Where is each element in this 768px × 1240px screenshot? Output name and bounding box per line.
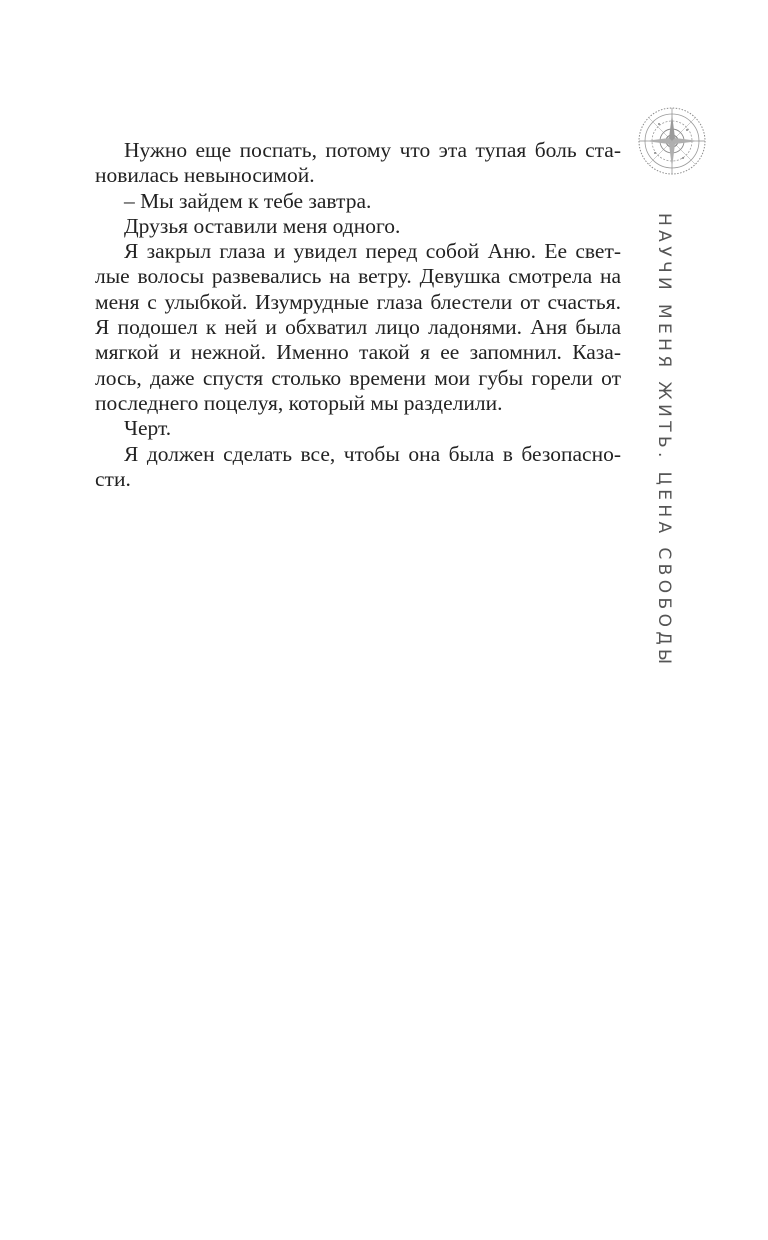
text-line: новилась невыносимой. (95, 163, 315, 188)
text-line: Я должен сделать все, чтобы она была в безопасно- (124, 441, 621, 466)
text-line: последнего поцелуя, который мы разделили. (95, 390, 503, 415)
text-line: Черт. (124, 416, 172, 441)
text-line: Я закрыл глаза и увидел перед собой Аню. Ее свет- (124, 239, 621, 264)
text-line: – Мы зайдем к тебе завтра. (124, 188, 372, 213)
text-line: Нужно еще поспать, потому что эта тупая боль ста- (124, 138, 621, 162)
text-line: Друзья оставили меня одного. (124, 213, 401, 238)
text-line: лось, даже спустя столько времени мои губы горели от (95, 365, 621, 390)
text-line: лые волосы развевались на ветру. Девушка смотрела на (95, 264, 621, 289)
compass-rose-icon (637, 106, 707, 176)
text-line: Я подошел к ней и обхватил лицо ладонями. Аня была (95, 315, 621, 340)
body-text (95, 138, 621, 492)
text-line: сти. (95, 466, 131, 491)
text-line: меня с улыбкой. Изумрудные глаза блестели от счастья. (95, 289, 621, 314)
text-line: мягкой и нежной. Именно такой я ее запомнил. Каза- (95, 340, 621, 365)
running-title: НАУЧИ МЕНЯ ЖИТЬ. ЦЕНА СВОБОДЫ (654, 213, 674, 669)
